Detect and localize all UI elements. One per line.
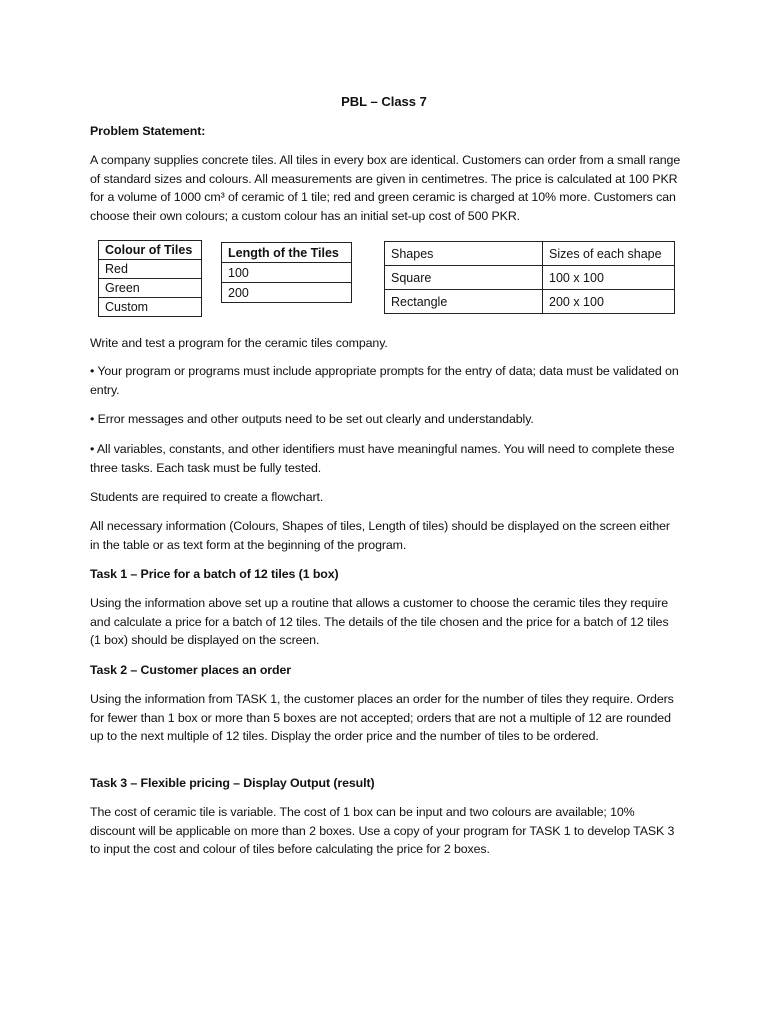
task-2-heading: Task 2 – Customer places an order [90, 663, 291, 677]
task-1-text: Using the information above set up a routine that allows a customer to choose the ceramic tiles they require and calculate a price for a batch of 12 tiles. The details of the tile chosen and the price for a batch of 12 tiles (1 box) should be displayed on the screen. [90, 596, 669, 648]
table-row [99, 260, 202, 279]
size-cell: 200 x 100 [543, 290, 675, 314]
colours-table [98, 240, 202, 317]
colours-cell: Red [99, 260, 202, 279]
problem-heading: Problem Statement: [90, 124, 206, 138]
shape-cell: Rectangle [385, 290, 543, 314]
task-3-heading: Task 3 – Flexible pricing – Display Output (result) [90, 776, 375, 790]
table-row [222, 263, 352, 283]
colours-cell: Custom [99, 298, 202, 317]
shapes-header-size: Sizes of each shape [543, 242, 675, 266]
bullet-prompts: • Your program or programs must include appropriate prompts for the entry of data; data must be validated on entry. [90, 364, 679, 397]
table-row [99, 241, 202, 260]
problem-text: A company supplies concrete tiles. All tiles in every box are identical. Customers can order from a small range of standard sizes and colours. All measurements are given in centimetres. The price is calculated at 100 PKR for a volume of 1000 cm³ of ceramic of 1 tile; red and green ceramic is charged at 10% more. Customers can choose their own colours; a custom colour has an initial set-up cost of 500 PKR. [90, 153, 681, 223]
table-row [385, 266, 675, 290]
write-test-text: Write and test a program for the ceramic tiles company. [90, 336, 388, 350]
bullet-errors: • Error messages and other outputs need to be set out clearly and understandably. [90, 412, 534, 426]
flowchart-text: Students are required to create a flowchart. [90, 490, 324, 504]
task-1-heading: Task 1 – Price for a batch of 12 tiles (1 box) [90, 567, 339, 581]
table-row [385, 290, 675, 314]
length-cell: 100 [222, 263, 352, 283]
page-title: PBL – Class 7 [341, 94, 427, 109]
info-display-text: All necessary information (Colours, Shapes of tiles, Length of tiles) should be displayed on the screen either in the table or as text form at the beginning of the program. [90, 519, 670, 552]
shapes-header-shape: Shapes [385, 242, 543, 266]
bullet-names: • All variables, constants, and other identifiers must have meaningful names. You will need to complete these three tasks. Each task must be fully tested. [90, 442, 675, 475]
table-row [222, 283, 352, 303]
table-row [99, 298, 202, 317]
task-3-text: The cost of ceramic tile is variable. The cost of 1 box can be input and two colours are available; 10% discount will be applicable on more than 2 boxes. Use a copy of your program for TASK 1 to develop TASK 3 to input the cost and colour of tiles before calculating the price for 2 boxes. [90, 805, 675, 857]
task-2-text: Using the information from TASK 1, the customer places an order for the number of tiles they require. Orders for fewer than 1 box or more than 5 boxes are not accepted; orders that are not a multiple of 12 are rounded up to the next multiple of 12 tiles. Display the order price and the number of tiles to be ordered. [90, 692, 674, 744]
length-header: Length of the Tiles [222, 243, 352, 263]
colours-cell: Green [99, 279, 202, 298]
length-table [221, 242, 352, 303]
length-cell: 200 [222, 283, 352, 303]
table-row [99, 279, 202, 298]
shape-cell: Square [385, 266, 543, 290]
table-row [222, 243, 352, 263]
colours-header: Colour of Tiles [99, 241, 202, 260]
shapes-table [384, 241, 675, 314]
size-cell: 100 x 100 [543, 266, 675, 290]
table-row [385, 242, 675, 266]
